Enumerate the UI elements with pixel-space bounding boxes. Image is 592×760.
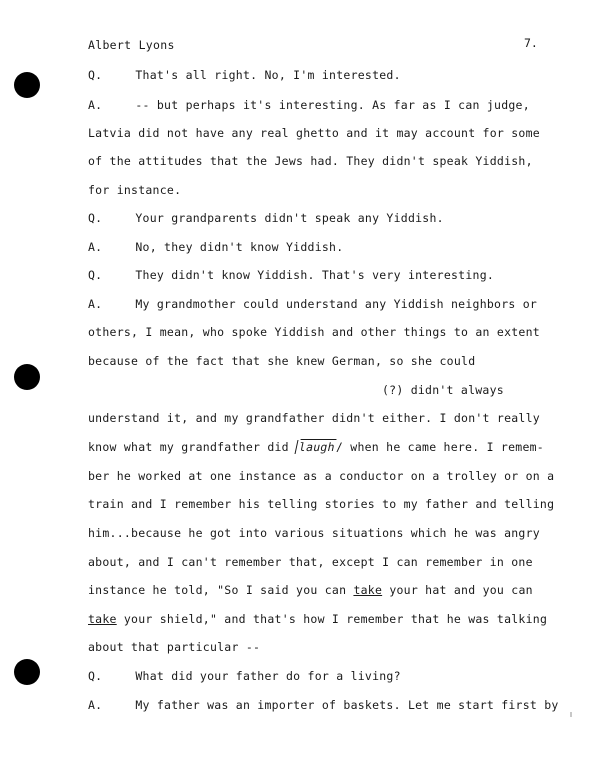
line-text: My grandmother could understand any Yiddish neighbors or: [135, 297, 538, 311]
transcript-line: [88, 268, 494, 282]
line-text: when he came here. I remem-: [343, 440, 544, 454]
speaker-label: A.: [88, 98, 103, 112]
transcript-line: Latvia did not have any real ghetto and it may account for some: [88, 126, 540, 140]
transcript-line: about, and I can't remember that, except I can remember in one: [88, 555, 533, 569]
speaker-label: Q.: [88, 669, 103, 683]
transcript-line: (?) didn't always: [382, 383, 504, 397]
stage-direction: laugh: [295, 440, 337, 454]
speaker-label: Q.: [88, 268, 103, 282]
transcript-line: understand it, and my grandfather didn't either. I don't really: [88, 411, 540, 425]
transcript-line: others, I mean, who spoke Yiddish and other things to an extent: [88, 325, 540, 339]
line-text: know what my grandfather did: [88, 440, 297, 454]
transcript-line: [88, 698, 559, 712]
speaker-label: Q.: [88, 211, 103, 225]
line-text: your hat and you can: [382, 583, 533, 597]
line-text: That's all right. No, I'm interested.: [135, 68, 401, 82]
line-text: -- but perhaps it's interesting. As far as I can judge,: [135, 98, 530, 112]
page-number: 7.: [524, 36, 538, 50]
line-text: They didn't know Yiddish. That's very interesting.: [135, 268, 495, 282]
transcript-line: ber he worked at one instance as a conductor on a trolley or on a: [88, 469, 555, 483]
transcript-line: about that particular --: [88, 640, 261, 654]
line-text: My father was an importer of baskets. Let me start first by: [135, 698, 559, 712]
transcript-line: [88, 612, 547, 626]
scan-artifact: [570, 712, 572, 717]
binder-hole-bottom: [14, 659, 40, 685]
line-text: Your grandparents didn't speak any Yiddish.: [135, 211, 444, 225]
transcript-line: know what my grandfather did laugh/ when he came here. I remem-: [88, 440, 544, 454]
speaker-label: A.: [88, 698, 103, 712]
speaker-label: A.: [88, 240, 103, 254]
underlined-word: take: [88, 612, 117, 626]
transcript-line: [88, 297, 537, 311]
underlined-word: take: [353, 583, 383, 597]
speaker-label: Q.: [88, 68, 103, 82]
transcript-line: [88, 98, 530, 112]
transcript-line: [88, 583, 533, 597]
transcript-line: for instance.: [88, 183, 182, 197]
transcript-line: of the attitudes that the Jews had. They didn't speak Yiddish,: [88, 154, 533, 168]
interviewee-name: Albert Lyons: [88, 38, 175, 52]
binder-hole-top: [14, 72, 40, 98]
transcript-line: train and I remember his telling stories to my father and telling: [88, 497, 555, 511]
transcript-line: him...because he got into various situations which he was angry: [88, 526, 540, 540]
transcript-line: [88, 68, 401, 82]
binder-hole-middle: [14, 364, 40, 390]
transcript-line: [88, 240, 343, 254]
speaker-label: A.: [88, 297, 103, 311]
transcript-line: [88, 211, 444, 225]
line-text: instance he told, "So I said you can: [88, 583, 354, 597]
line-text: No, they didn't know Yiddish.: [135, 240, 344, 254]
line-text: What did your father do for a living?: [135, 669, 401, 683]
line-text: your shield," and that's how I remember that he was talking: [116, 612, 548, 626]
transcript-line: [88, 669, 401, 683]
transcript-line: because of the fact that she knew German, so she could: [88, 354, 476, 368]
